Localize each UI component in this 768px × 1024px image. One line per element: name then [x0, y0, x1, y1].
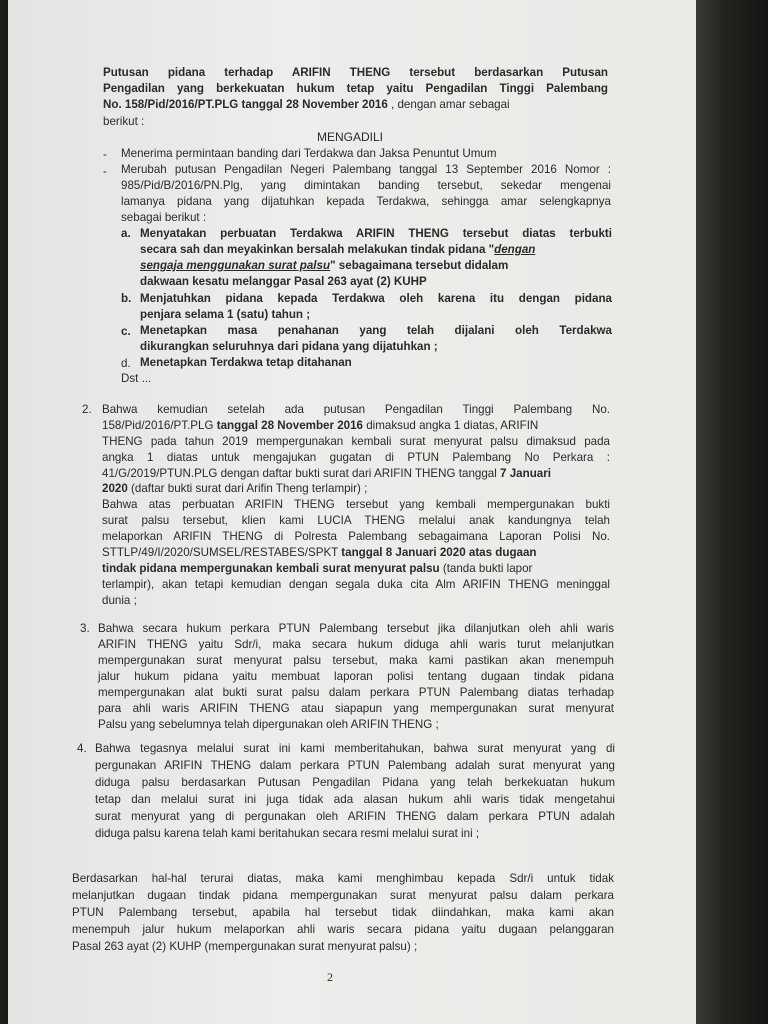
p5-line: PTUN Palembang tersebut, apabila hal tersebut tidak diindahkan, maka kami akan	[72, 906, 614, 919]
p2-bold: tindak pidana mempergunakan kembali surat menyurat palsu	[102, 562, 440, 575]
p4-line: tetap dan melalui surat ini juga tidak ada alasan hukum ahli waris tidak mengetahui	[95, 793, 615, 806]
item-b-line: Menjatuhkan pidana kepada Terdakwa oleh karena itu dengan pidana	[140, 292, 612, 305]
intro-text: , dengan amar sebagai	[387, 98, 510, 111]
intro-line: Putusan pidana terhadap ARIFIN THENG tersebut berdasarkan Putusan	[103, 66, 608, 79]
p2-line	[102, 482, 367, 496]
p5-line: menempuh jalur hukum melaporkan ahli waris secara pidana yaitu dugaan pelanggaran	[72, 923, 614, 936]
p3-line: Palsu yang sebelumnya telah dipergunakan oleh ARIFIN THENG ;	[98, 718, 439, 731]
p2-line: surat palsu tersebut, klien kami LUCIA THENG melalui anak kandungnya telah	[102, 514, 610, 527]
item-a-line	[140, 243, 535, 257]
decision-reference: No. 158/Pid/2016/PT.PLG tanggal 28 November 2016	[103, 98, 388, 111]
item-marker: c.	[121, 325, 131, 338]
dash-item: sebagai berikut :	[121, 211, 207, 224]
heading-mengadili: MENGADILI	[316, 130, 383, 144]
dash-item: Menerima permintaan banding dari Terdakwa dan Jaksa Penuntut Umum	[121, 147, 497, 160]
item-a-emphasis: dengan	[494, 243, 536, 256]
p2-line	[102, 419, 538, 433]
paragraph-number: 2.	[82, 403, 92, 416]
item-marker: a.	[121, 227, 131, 240]
p4-line: diduga palsu berdasarkan Putusan Pengadilan Pidana yang telah berkekuatan hukum	[95, 776, 615, 789]
item-a-emphasis: sengaja menggunakan surat palsu	[140, 259, 331, 272]
p4-line: Bahwa tegasnya melalui surat ini kami memberitahukan, bahwa surat menyurat yang di	[95, 742, 615, 755]
p2-text: (daftar bukti surat dari Arifin Theng terlampir) ;	[127, 482, 368, 495]
item-c-line: Menetapkan masa penahanan yang telah dijalani oleh Terdakwa	[140, 324, 612, 337]
p2-bold: 2020	[102, 482, 128, 495]
p2-line	[102, 562, 532, 576]
p2-line	[102, 546, 537, 560]
p4-line: diduga palsu karena telah kami beritahukan secara resmi melalui surat ini ;	[95, 827, 480, 840]
paragraph-number: 3.	[80, 622, 90, 635]
p2-text: (tanda bukti lapor	[439, 562, 533, 575]
dst-text: Dst ...	[121, 372, 152, 385]
item-d-line: Menetapkan Terdakwa tetap ditahanan	[140, 356, 352, 369]
page-number: 2	[327, 970, 333, 984]
p3-line: mempergunakan surat menyurat palsu tersebut, maka kami pastikan akan menempuh	[98, 654, 614, 667]
p2-line: Bahwa atas perbuatan ARIFIN THENG tersebut yang kembali mempergunakan bukti	[102, 498, 610, 511]
dash-bullet: -	[103, 165, 107, 178]
dash-item: Merubah putusan Pengadilan Negeri Palembang tanggal 13 September 2016 Nomor :	[121, 163, 611, 176]
p2-line	[102, 467, 551, 481]
p4-line: surat menyurat yang di pergunakan oleh ARIFIN THENG dalam perkara PTUN adalah	[95, 810, 615, 823]
p2-line: angka 1 diatas untuk mengajukan gugatan di PTUN Palembang No Perkara :	[102, 451, 610, 464]
item-a-text: " sebagaimana tersebut didalam	[330, 259, 509, 272]
p2-bold: tanggal 28 November 2016	[216, 419, 364, 432]
p2-text: 41/G/2019/PTUN.PLG dengan daftar bukti surat dari ARIFIN THENG tanggal	[102, 467, 501, 480]
p2-line: dunia ;	[102, 594, 137, 607]
item-a-line	[140, 259, 508, 273]
p2-line: terlampir), akan tetapi kemudian dengan segala duka cita Alm ARIFIN THENG meninggal	[102, 578, 610, 591]
dash-item: lamanya pidana yang dijatuhkan kepada Terdakwa, sehingga amar selengkapnya	[121, 195, 611, 208]
p3-line: mempergunakan alat bukti surat palsu dalam perkara PTUN Palembang diatas terhadap	[98, 686, 614, 699]
p5-line: Pasal 263 ayat (2) KUHP (mempergunakan surat menyurat palsu) ;	[72, 940, 418, 953]
p3-line: jalur hukum pidana yaitu membuat laporan polisi tentang dugaan tindak pidana	[98, 670, 614, 683]
item-a-line: Menyatakan perbuatan Terdakwa ARIFIN THENG tersebut diatas terbukti	[140, 227, 612, 240]
p2-line: melaporkan ARIFIN THENG di Polresta Palembang sebagaimana Laporan Polisi No.	[102, 530, 610, 543]
p4-line: pergunakan ARIFIN THENG dalam perkara PTUN Palembang adalah surat menyurat yang	[95, 759, 615, 772]
p3-line: Bahwa secara hukum perkara PTUN Palembang tersebut jika dilanjutkan oleh ahli waris	[98, 622, 614, 635]
p5-line: Berdasarkan hal-hal terurai diatas, maka kami menghimbau kepada Sdr/i untuk tidak	[72, 872, 614, 885]
item-a-text: secara sah dan meyakinkan bersalah melakukan tindak pidana "	[140, 243, 495, 256]
p5-line: melanjutkan dugaan tindak pidana mempergunakan surat menyurat palsu dalam perkara	[72, 889, 614, 902]
intro-line: berikut :	[103, 115, 145, 128]
dash-item: 985/Pid/B/2016/PN.Plg, yang dimintakan banding tersebut, sekedar mengenai	[121, 179, 611, 192]
item-c-line: dikurangkan seluruhnya dari pidana yang dijatuhkan ;	[140, 340, 438, 353]
p2-text: 158/Pid/2016/PT.PLG	[102, 419, 217, 432]
p3-line: para ahli waris ARIFIN THENG atau siapapun yang mempergunakan surat menyurat	[98, 702, 614, 715]
item-marker: b.	[121, 292, 132, 305]
p2-line: Bahwa kemudian setelah ada putusan Pengadilan Tinggi Palembang No.	[102, 403, 610, 416]
p3-line: ARIFIN THENG yaitu Sdr/i, maka secara hukum diduga ahli waris turut melanjutkan	[98, 638, 614, 651]
item-marker: d.	[121, 357, 131, 370]
p2-text: dimaksud angka 1 diatas, ARIFIN	[363, 419, 539, 432]
background-edge	[696, 0, 768, 1024]
p2-line: THENG pada tahun 2019 mempergunakan kembali surat menyurat palsu dimaksud pada	[102, 435, 610, 448]
intro-line: Pengadilan yang berkekuatan hukum tetap yaitu Pengadilan Tinggi Palembang	[103, 82, 608, 95]
dash-bullet: -	[103, 148, 107, 161]
item-a-line: dakwaan kesatu melanggar Pasal 263 ayat (2) KUHP	[140, 275, 427, 288]
paragraph-number: 4.	[77, 742, 87, 755]
p2-text: STTLP/49/I/2020/SUMSEL/RESTABES/SPKT	[102, 546, 342, 559]
item-b-line: penjara selama 1 (satu) tahun ;	[140, 308, 311, 321]
intro-line	[103, 98, 608, 112]
p2-bold: 7 Januari	[500, 467, 551, 480]
p2-bold: tanggal 8 Januari 2020 atas dugaan	[341, 546, 537, 559]
